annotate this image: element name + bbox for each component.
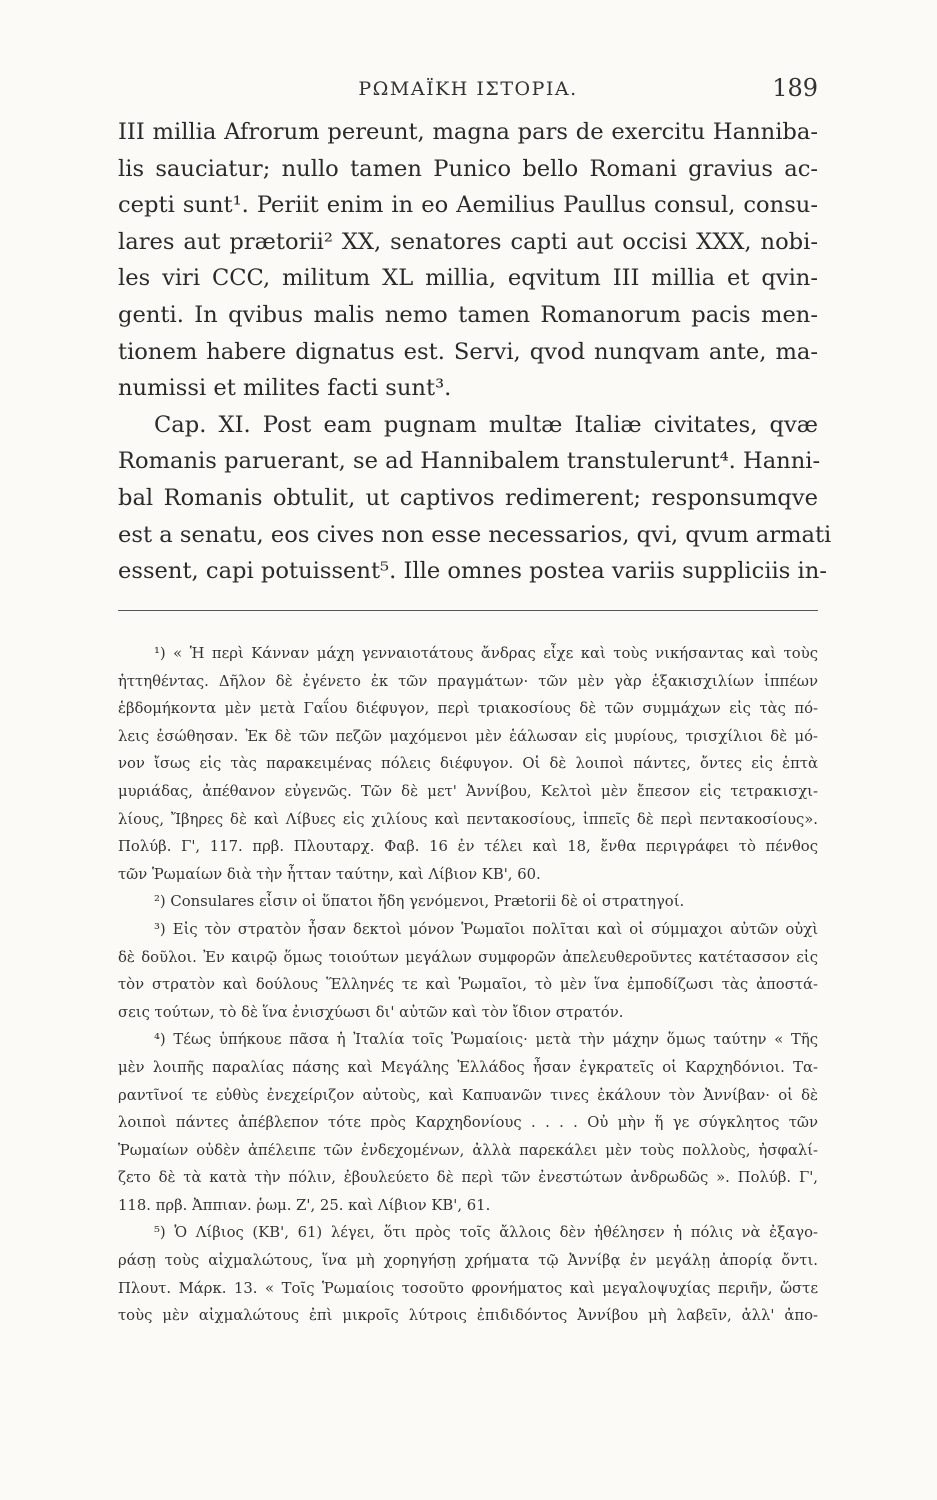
footnote-divider xyxy=(118,610,818,611)
footnote-line: ἡττηθέντας. Δῆλον δὲ ἐγένετο ἐκ τῶν πραγμάτων· τῶν μὲν γὰρ ἑξακισχιλίων ἱππέων xyxy=(118,672,818,690)
footnote-line: ²) Consulares εἶσιν οἱ ὕπατοι ἤδη γενόμενοι, Prætorii δὲ οἱ στρατηγοί. xyxy=(154,893,685,911)
main-line: cepti sunt¹. Periit enim in eo Aemilius Paullus consul, consu- xyxy=(118,192,818,219)
main-line: bal Romanis obtulit, ut captivos redimerent; responsumqve xyxy=(118,484,818,511)
page-number: 189 xyxy=(772,74,818,102)
footnote-line: μυριάδας, ἀπέθανον εὐγενῶς. Τῶν δὲ μετ' Ἀννίβου, Κελτοὶ μὲν ἔπεσον εἰς τετρακισχι- xyxy=(118,782,818,800)
main-line: Romanis paruerant, se ad Hannibalem transtulerunt⁴. Hanni- xyxy=(118,448,821,475)
main-line: tionem habere dignatus est. Servi, qvod nunqvam ante, ma- xyxy=(118,338,818,365)
footnote-line: μὲν λοιπῆς παραλίας πάσης καὶ Μεγάλης Ἑλλάδος ἦσαν ἐγκρατεῖς οἱ Καρχηδόνιοι. Τα- xyxy=(118,1058,818,1076)
footnote-line: ⁴) Τέως ὑπήκουε πᾶσα ἡ Ἰταλία τοῖς Ῥωμαίοις· μετὰ τὴν μάχην ὅμως ταύτην « Τῆς xyxy=(154,1031,818,1049)
footnote-line: τοὺς μὲν αἰχμαλώτους ἐπὶ μικροῖς λύτροις ἐπιδιδόντος Ἀννίβου μὴ λαβεῖν, ἀλλ' ἀπο- xyxy=(118,1307,818,1325)
footnote-line: λίους, Ἴβηρες δὲ καὶ Λίβυες εἰς χιλίους καὶ πεντακοσίους, ἱππεῖς δὲ περὶ πεντακοσίους». xyxy=(118,810,818,828)
footnote-line: ραντῖνοί τε εὐθὺς ἐνεχείριζον αὐτοὺς, καὶ Καπυανῶν τινες ἐκάλουν τὸν Ἀννίβαν· οἱ δὲ xyxy=(118,1086,818,1104)
main-line: numissi et milites facti sunt³. xyxy=(118,375,452,402)
footnote-line: δὲ δοῦλοι. Ἐν καιρῷ ὅμως τοιούτων μεγάλων συμφορῶν ἀπελευθεροῦντες κατέτασσον εἰς xyxy=(118,948,818,966)
footnote-line: λοιποὶ πάντες ἀπέβλεπον τότε πρὸς Καρχηδονίους . . . . Οὐ μὴν ἥ γε σύγκλητος τῶν xyxy=(118,1114,818,1132)
footnote-line: τῶν Ῥωμαίων διὰ τὴν ἧτταν ταύτην, καὶ Λίβιον ΚΒ', 60. xyxy=(118,865,541,883)
main-line: Cap. XI. Post eam pugnam multæ Italiæ civitates, qvæ xyxy=(154,411,818,438)
main-line: essent, capi potuissent⁵. Ille omnes postea variis suppliciis in- xyxy=(118,558,827,585)
main-line: est a senatu, eos cives non esse necessarios, qvi, qvum armati xyxy=(118,521,832,548)
footnotes xyxy=(118,640,818,1330)
page-header xyxy=(118,74,818,114)
footnote-line: νον ἴσως εἰς τὰς παρακειμένας πόλεις διέφυγον. Οἱ δὲ λοιποὶ πάντες, ὄντες εἰς ἑπτὰ xyxy=(118,755,818,773)
footnote-line: 118. πρβ. Ἀππιαν. ῥωμ. Ζ', 25. καὶ Λίβιον ΚΒ', 61. xyxy=(118,1196,491,1214)
footnote-line: Πολύβ. Γ', 117. πρβ. Πλουταρχ. Φαβ. 16 ἐν τέλει καὶ 18, ἔνθα περιγράφει τὸ πένθος xyxy=(118,838,818,856)
footnote-line: Πλουτ. Μάρκ. 13. « Τοῖς Ῥωμαίοις τοσοῦτο φρονήματος καὶ μεγαλοψυχίας περιῆν, ὥστε xyxy=(118,1279,818,1297)
footnote-line: σεις τούτων, τὸ δὲ ἵνα ἐνισχύωσι δι' αὐτῶν καὶ τὸν ἴδιον στρατόν. xyxy=(118,1003,624,1021)
footnote-line: ⁵) Ὁ Λίβιος (ΚΒ', 61) λέγει, ὅτι πρὸς τοῖς ἄλλοις δὲν ἠθέλησεν ἡ πόλις νὰ ἐξαγο- xyxy=(154,1224,818,1242)
main-line: les viri CCC, militum XL millia, eqvitum III millia et qvin- xyxy=(118,265,818,292)
footnote-line: Ῥωμαίων οὐδὲν ἀπέλειπε τῶν ἐνδεχομένων, ἀλλὰ παρεκάλει μὲν τοὺς πολλοὺς, ἠσφαλί- xyxy=(118,1141,818,1159)
main-line: III millia Afrorum pereunt, magna pars de exercitu Hanniba- xyxy=(118,119,818,145)
footnote-line: ράσῃ τοὺς αἰχμαλώτους, ἵνα μὴ χορηγήσῃ χρήματα τῷ Ἀννίβᾳ ἐν μεγάλῃ ἀπορίᾳ ὄντι. xyxy=(118,1252,818,1270)
running-title: ΡΩΜΑΪΚΗ ΙΣΤΟΡΙΑ. xyxy=(358,78,578,100)
footnote-line: ³) Εἰς τὸν στρατὸν ἦσαν δεκτοὶ μόνον Ῥωμαῖοι πολῖται καὶ οἱ σύμμαχοι αὐτῶν οὐχὶ xyxy=(154,920,818,938)
main-line: genti. In qvibus malis nemo tamen Romanorum pacis men- xyxy=(118,301,818,328)
main-line: lares aut prætorii² XX, senatores capti aut occisi XXX, nobi- xyxy=(118,228,818,255)
footnote-line: τὸν στρατὸν καὶ δούλους Ἕλληνές τε καὶ Ῥωμαῖοι, τὸ μὲν ἵνα ἐμποδίζωσι τὰς ἀποστά- xyxy=(118,976,818,994)
footnote-line: ἑβδομήκοντα μὲν μετὰ Γαΐου διέφυγον, περὶ τριακοσίους δὲ τῶν συμμάχων εἰς τὰς πό- xyxy=(118,700,818,718)
footnote-line: λεις ἐσώθησαν. Ἐκ δὲ τῶν πεζῶν μαχόμενοι μὲν ἑάλωσαν εἰς μυρίους, τρισχίλιοι δὲ μό- xyxy=(118,727,818,745)
footnote-line: ¹) « Ἡ περὶ Κάνναν μάχη γενναιοτάτους ἄνδρας εἶχε καὶ τοὺς νικήσαντας καὶ τοὺς xyxy=(154,645,818,662)
footnote-line: ζετο δὲ τὰ κατὰ τὴν πόλιν, ἐβουλεύετο δὲ περὶ τῶν ἐνεστώτων ἀνδρωδῶς ». Πολύβ. Γ', xyxy=(118,1169,818,1187)
main-text xyxy=(118,114,832,590)
main-line: lis sauciatur; nullo tamen Punico bello Romani gravius ac- xyxy=(118,155,818,182)
